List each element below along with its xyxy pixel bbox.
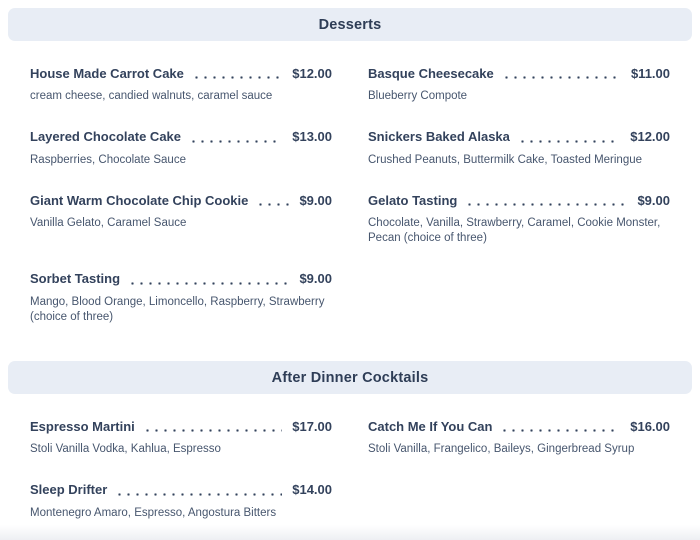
menu-item [30,271,332,325]
item-price: $11.00 [630,66,670,81]
dotted-leader [465,195,627,209]
item-description: Raspberries, Chocolate Sauce [30,153,186,166]
item-price: $16.00 [630,419,670,435]
item-price: $13.00 [292,129,332,145]
item-description: Stoli Vanilla, Frangelico, Baileys, Gingerbread Syrup [368,443,635,456]
section-title: After Dinner Cocktails [8,361,692,394]
item-description: Blueberry Compote [368,90,468,103]
item-name-price-row [30,482,332,498]
item-name-price-row [368,193,670,209]
dotted-leader [143,421,282,435]
dotted-leader [189,132,282,146]
menu-item [30,66,332,104]
next-section-fade [0,525,700,540]
item-description: Chocolate, Vanilla, Strawberry, Caramel, Cookie Monster, Pecan (choice of three) [368,217,661,245]
item-name: House Made Carrot Cake [30,66,184,81]
item-name: Sorbet Tasting [30,271,121,287]
item-name: Snickers Baked Alaska [368,129,510,145]
item-name: Espresso Martini [30,419,135,435]
menu-section [0,361,700,521]
item-description: cream cheese, candied walnuts, caramel sauce [30,90,273,103]
item-price: $14.00 [292,482,332,498]
item-price: $12.00 [292,66,332,81]
menu-item [368,419,670,457]
item-name: Layered Chocolate Cake [30,129,182,145]
menu-grid [0,394,700,521]
menu-section [0,8,700,325]
item-name-price-row [368,419,670,435]
item-name: Gelato Tasting [368,192,458,208]
item-price: $17.00 [292,419,332,435]
item-name: Catch Me If You Can [368,419,493,435]
item-name-price-row [30,66,332,82]
dotted-leader [256,195,289,209]
menu-item [368,129,670,167]
item-name: Sleep Drifter [30,482,108,498]
item-name: Basque Cheesecake [368,66,494,81]
item-price: $12.00 [630,129,670,145]
item-name-price-row [30,129,332,145]
item-description: Vanilla Gelato, Caramel Sauce [30,217,187,230]
menu-item [30,129,332,167]
section-title: Desserts [8,8,692,41]
dotted-leader [128,274,289,288]
item-name-price-row [368,66,670,82]
item-name-price-row [30,271,332,287]
item-price: $9.00 [299,192,332,208]
item-price: $9.00 [637,192,670,208]
item-name: Giant Warm Chocolate Chip Cookie [30,192,249,208]
item-name-price-row [30,193,332,209]
menu-item [30,193,332,247]
menu-page [0,8,700,521]
dotted-leader [115,485,282,499]
menu-item [30,482,332,520]
item-description: Stoli Vanilla Vodka, Kahlua, Espresso [30,443,221,456]
item-price: $9.00 [299,271,332,287]
menu-item [368,66,670,104]
dotted-leader [192,68,282,82]
menu-item [368,193,670,247]
dotted-leader [502,68,621,82]
dotted-leader [518,132,620,146]
item-name-price-row [30,419,332,435]
item-name-price-row [368,129,670,145]
item-description: Montenegro Amaro, Espresso, Angostura Bitters [30,506,277,519]
item-description: Mango, Blood Orange, Limoncello, Raspberry, Strawberry (choice of three) [30,295,325,323]
menu-item [30,419,332,457]
dotted-leader [500,421,620,435]
item-description: Crushed Peanuts, Buttermilk Cake, Toasted Meringue [368,153,643,166]
menu-grid [0,41,700,325]
